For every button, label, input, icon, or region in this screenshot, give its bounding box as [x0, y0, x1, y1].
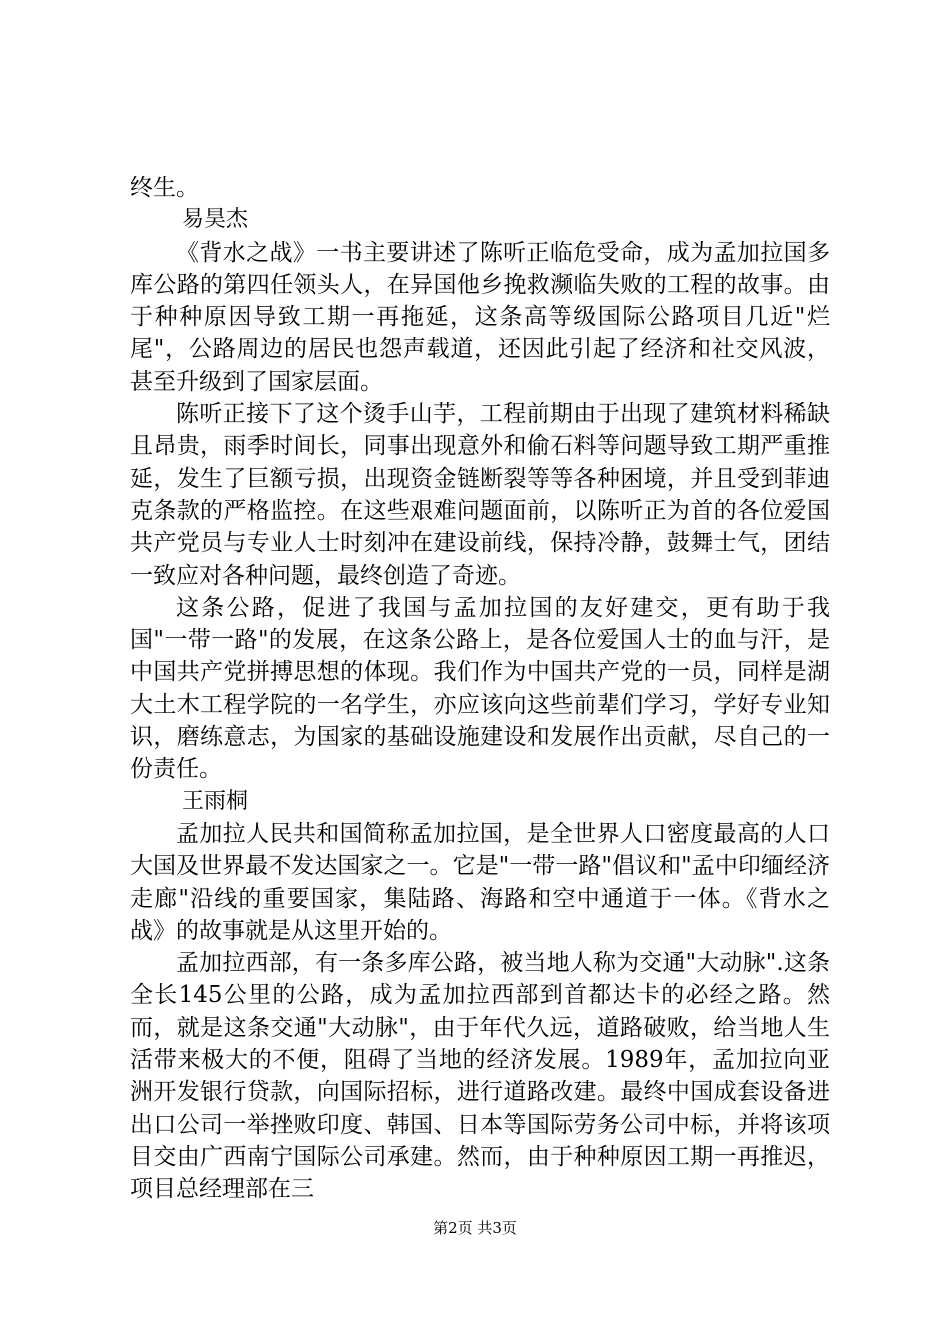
paragraph: 陈听正接下了这个烫手山芋，工程前期由于出现了建筑材料稀缺且昂贵，雨季时间长，同事出现意外和偷石料等问题导致工期严重推延，发生了巨额亏损，出现资金链断裂等等各种困境，并且受到菲迪克条款的严格监控。在这些艰难问题面前，以陈听正为首的各位爱国共产党员与专业人士时刻冲在建设前线，保持冷静，鼓舞士气，团结一致应对各种问题，最终创造了奇迹。 [130, 401, 830, 589]
page-number: 第2页 共3页 [433, 1219, 517, 1237]
section-yi-haojie [130, 204, 830, 785]
author-name: 易昊杰 [182, 207, 249, 233]
author-name: 王雨桐 [182, 788, 249, 814]
continued-text: 终生。 [130, 175, 199, 201]
section-wang-yutong [130, 786, 830, 1206]
page-footer [0, 1218, 950, 1238]
paragraph: 孟加拉西部，有一条多库公路，被当地人称为交通"大动脉".这条全长145公里的公路，成为孟加拉西部到首都达卡的必经之路。然而，就是这条交通"大动脉"，由于年代久远，道路破败，给当地人生活带来极大的不便，阻碍了当地的经济发展。1989年，孟加拉向亚洲开发银行贷款，向国际招标，进行道路改建。最终中国成套设备进出口公司一举挫败印度、韩国、日本等国际劳务公司中标，并将该项目交由广西南宁国际公司承建。然而，由于种种原因工期一再推迟，项目总经理部在三 [130, 950, 830, 1203]
paragraph: 孟加拉人民共和国简称孟加拉国，是全世界人口密度最高的人口大国及世界最不发达国家之一。它是"一带一路"倡议和"孟中印缅经济走廊"沿线的重要国家，集陆路、海路和空中通道于一体。《背水之战》的故事就是从这里开始的。 [130, 820, 830, 944]
document-body [130, 172, 830, 1206]
paragraph: 这条公路，促进了我国与孟加拉国的友好建交，更有助于我国"一带一路"的发展，在这条公路上，是各位爱国人士的血与汗，是中国共产党拼搏思想的体现。我们作为中国共产党的一员，同样是湖大土木工程学院的一名学生，亦应该向这些前辈们学习，学好专业知识，磨练意志，为国家的基础设施建设和发展作出贡献，尽自己的一份责任。 [130, 594, 830, 783]
paragraph: 《背水之战》一书主要讲述了陈听正临危受命，成为孟加拉国多库公路的第四任领头人，在异国他乡挽救濒临失败的工程的故事。由于种种原因导致工期一再拖延，这条高等级国际公路项目几近"烂尾"，公路周边的居民也怨声载道，还因此引起了经济和社交风波，甚至升级到了国家层面。 [130, 239, 830, 395]
